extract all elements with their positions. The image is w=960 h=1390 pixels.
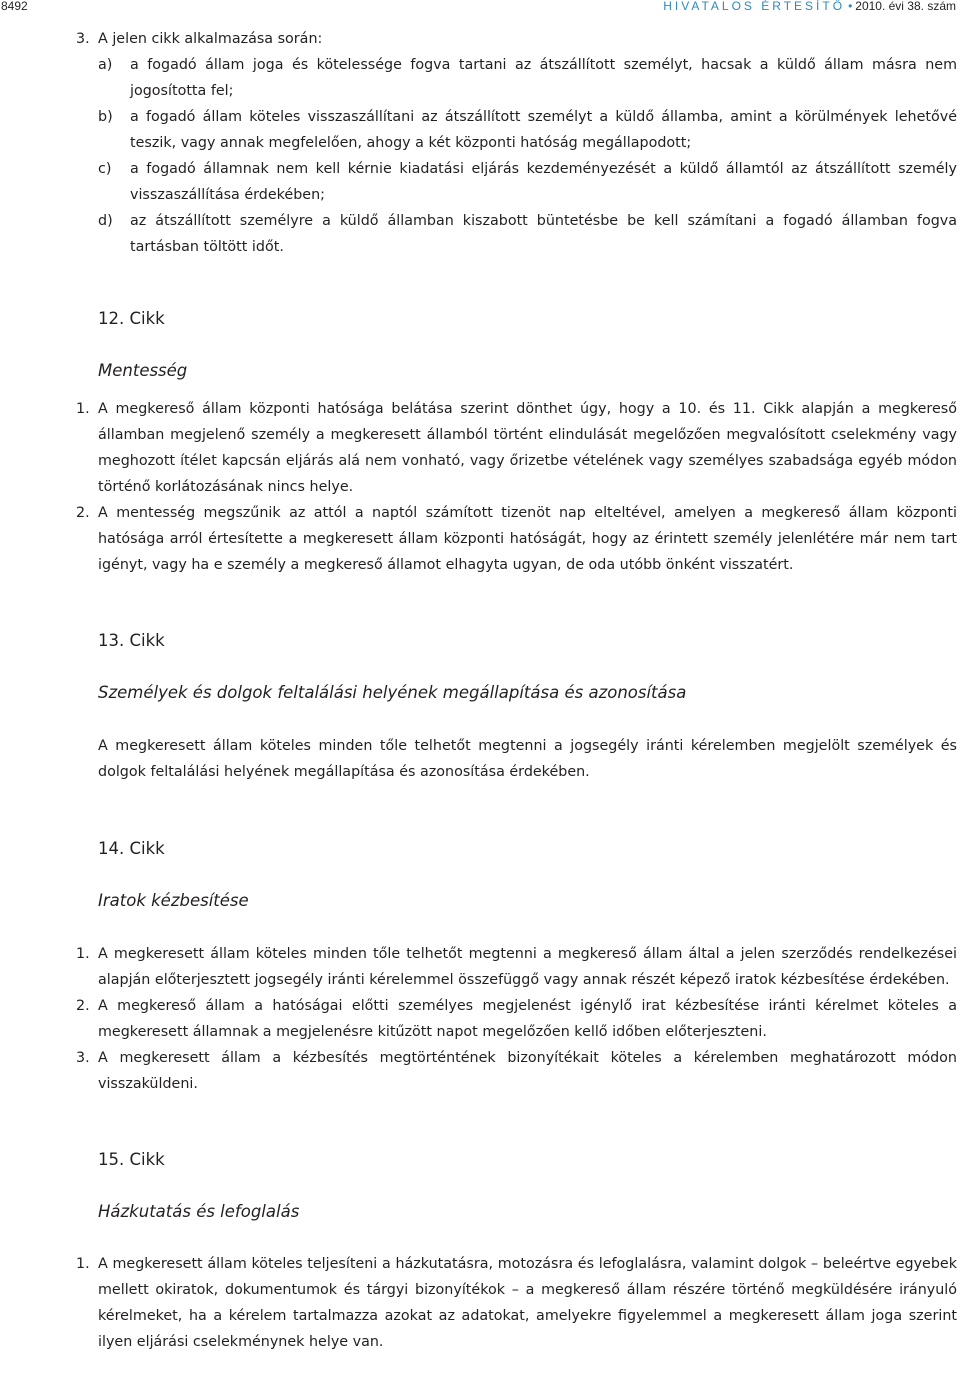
list-item-d <box>0 208 960 260</box>
list-text: a fogadó államnak nem kell kérnie kiadatási eljárás kezdeményezését a küldő államtól az átszállított személy visszaszállítása érdekében; <box>130 161 957 203</box>
paragraph-number: 2. <box>76 998 90 1014</box>
list-item-c <box>0 156 960 208</box>
journal-title: HIVATALOS ÉRTESÍTŐ <box>663 0 846 13</box>
document-body <box>0 26 960 1355</box>
paragraph-3 <box>0 26 960 52</box>
article-12-title: 12. Cikk <box>98 309 165 328</box>
article-14-paragraph-1 <box>0 941 960 993</box>
paragraph-text: A jelen cikk alkalmazása során: <box>98 31 323 47</box>
paragraph-number: 3. <box>76 31 90 47</box>
article-14-title: 14. Cikk <box>98 839 165 858</box>
paragraph-number: 3. <box>76 1050 90 1066</box>
list-text: az átszállított személyre a küldő államban kiszabott büntetésbe be kell számítani a fogadó államban fogva tartásban töltött időt. <box>130 213 957 255</box>
paragraph-number: 1. <box>76 401 90 417</box>
paragraph-text: A megkereső állam a hatóságai előtti személyes megjelenést igénylő irat kézbesítése iránti kérelmet köteles a megkeresett államnak a megjelenésre kitűzött napot megelőzően kellő időben előterjeszteni. <box>98 998 957 1040</box>
list-item-b <box>0 104 960 156</box>
article-15-title: 15. Cikk <box>98 1150 165 1169</box>
list-item-a <box>0 52 960 104</box>
article-14-paragraph-2 <box>0 993 960 1045</box>
article-12-paragraph-1 <box>0 396 960 500</box>
page-number: 8492 <box>1 0 28 13</box>
article-14-subtitle: Iratok kézbesítése <box>98 891 249 910</box>
article-13-title: 13. Cikk <box>98 631 165 650</box>
list-text: a fogadó állam köteles visszaszállítani az átszállított személyt a küldő államba, amint a körülmények lehetővé teszik, vagy annak megfelelően, ahogy a két központi hatóság megállapodott; <box>130 109 957 151</box>
article-15-paragraph-1 <box>0 1251 960 1355</box>
list-label: c) <box>98 161 112 177</box>
list-label: b) <box>98 109 113 125</box>
list-text: a fogadó állam joga és kötelessége fogva tartani az átszállított személyt, hacsak a küldő állam másra nem jogosította fel; <box>130 57 957 99</box>
separator-dot: • <box>848 0 853 13</box>
paragraph-number: 2. <box>76 505 90 521</box>
list-label: a) <box>98 57 113 73</box>
article-13-subtitle: Személyek és dolgok feltalálási helyének megállapítása és azonosítása <box>98 683 687 702</box>
issue-label: 2010. évi 38. szám <box>855 0 956 13</box>
article-12-paragraph-2 <box>0 500 960 578</box>
paragraph-text: A megkeresett állam köteles teljesíteni a házkutatásra, motozásra és lefoglalásra, valamint dolgok – beleértve egyebek mellett okiratok, dokumentumok és tárgyi bizonyítékok – a megkereső állam részére történő megküldésére irányuló kérelmeket, ha a kérelem tartalmazza azokat az adatokat, amelyekre figyelemmel a megkeresett állam joga szerint ilyen eljárási cselekménynek helye van. <box>98 1256 957 1350</box>
paragraph-number: 1. <box>76 1256 90 1272</box>
journal-info <box>663 0 956 13</box>
paragraph-number: 1. <box>76 946 90 962</box>
article-12-subtitle: Mentesség <box>98 361 188 380</box>
paragraph-text: A megkeresett állam köteles minden tőle telhetőt megtenni a megkereső állam által a jelen szerződés rendelkezései alapján előterjesztett jogsegély iránti kérelemmel összefüggő vagy annak részét képező iratok kézbesítése érdekében. <box>98 946 957 988</box>
list-label: d) <box>98 213 113 229</box>
article-13-body: A megkeresett állam köteles minden tőle telhetőt megtenni a jogsegély iránti kérelemben megjelölt személyek és dolgok feltalálási helyének megállapítása és azonosítása érdekében. <box>98 738 957 780</box>
paragraph-text: A megkeresett állam a kézbesítés megtörténtének bizonyítékait köteles a kérelemben meghatározott módon visszaküldeni. <box>98 1050 957 1092</box>
paragraph-text: A megkereső állam központi hatósága belátása szerint dönthet úgy, hogy a 10. és 11. Cikk alapján a megkereső államban megjelenő személy a megkeresett államból történt elindulását megelőzően megvalósított cselekmény vagy meghozott ítélet kapcsán eljárás alá nem vonható, vagy őrizetbe vételének vagy személyes szabadsága egyéb módon történő korlátozásának nincs helye. <box>98 401 957 495</box>
paragraph-text: A mentesség megszűnik az attól a naptól számított tizenöt nap elteltével, amelyen a megkereső állam központi hatósága arról értesítette a megkeresett állam központi hatóságát, hogy az érintett személy jelenlétére már nem tart igényt, vagy ha e személy a megkereső államot elhagyta ugyan, de oda utóbb önként visszatért. <box>98 505 957 573</box>
article-14-paragraph-3 <box>0 1045 960 1097</box>
article-15-subtitle: Házkutatás és lefoglalás <box>98 1202 300 1221</box>
running-header <box>0 0 960 14</box>
